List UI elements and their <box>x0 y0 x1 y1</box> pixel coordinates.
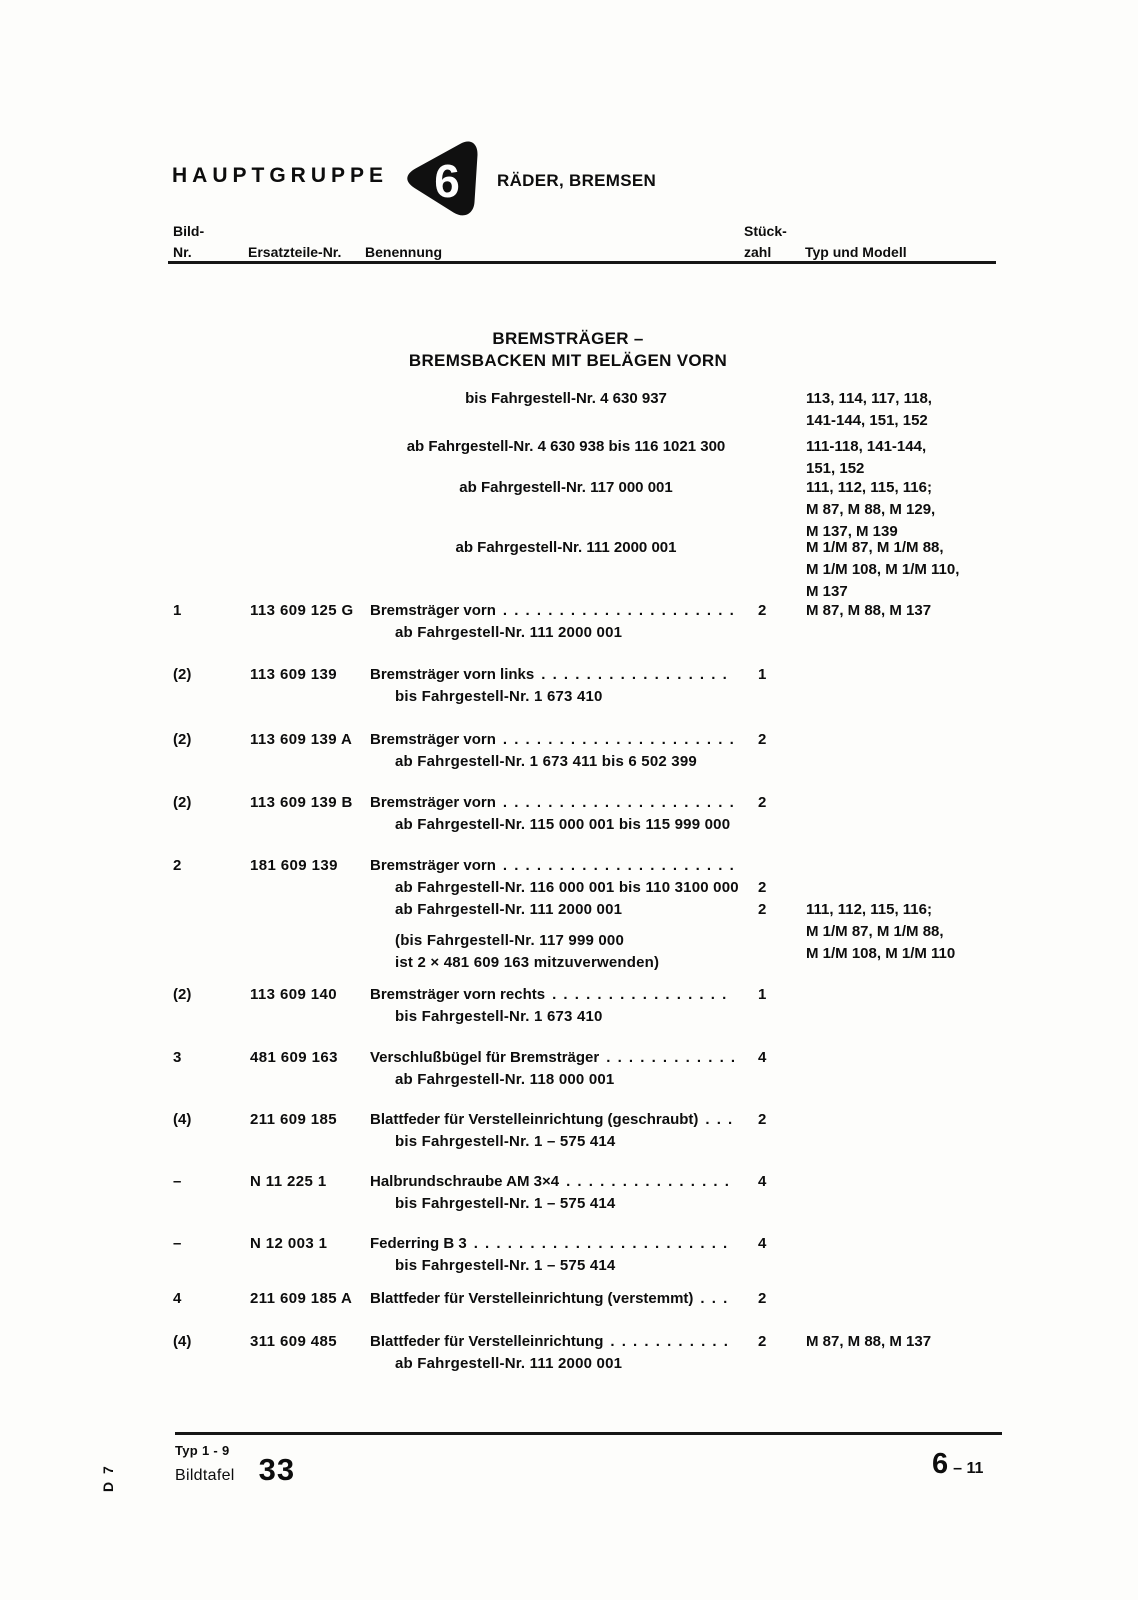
typ-modell-cell <box>806 388 1006 432</box>
quantity-cell: 2 <box>758 731 767 748</box>
table-subline <box>173 1193 1002 1215</box>
table-line <box>173 664 1002 686</box>
fahrgestell-range: ab Fahrgestell-Nr. 111 2000 001 <box>395 901 623 918</box>
dotted-leader <box>610 1331 734 1353</box>
benennung-cell <box>370 1006 758 1028</box>
typ-modell-cell <box>806 436 1006 480</box>
typ-modell-line: M 1/M 108, M 1/M 110, <box>806 561 960 578</box>
benennung-cell <box>370 984 758 1006</box>
page-number <box>932 1448 983 1481</box>
part-name: Verschlußbügel für Bremsträger <box>370 1049 600 1066</box>
benennung-cell <box>370 664 758 686</box>
table-row <box>173 1288 1002 1310</box>
benennung-cell <box>370 855 758 877</box>
benennung-cell <box>370 1193 758 1215</box>
table-row <box>173 600 1002 644</box>
bild-nr-cell: 3 <box>173 1049 182 1066</box>
dotted-leader <box>474 1233 734 1255</box>
table-subline <box>173 1255 1002 1277</box>
bild-nr-cell: (4) <box>173 1111 192 1128</box>
bild-nr-cell: (2) <box>173 794 192 811</box>
table-line <box>173 1047 1002 1069</box>
fahrgestell-range: bis Fahrgestell-Nr. 1 673 410 <box>395 1008 603 1025</box>
benennung-cell <box>370 1047 758 1069</box>
benennung-cell <box>370 729 758 751</box>
table-row <box>173 1171 1002 1215</box>
fahrgestell-range: ab Fahrgestell-Nr. 117 000 001 <box>459 479 673 496</box>
part-name: Bremsträger vorn <box>370 602 496 619</box>
typ-modell-line: 113, 114, 117, 118, <box>806 390 932 407</box>
part-name: Bremsträger vorn rechts <box>370 986 546 1003</box>
quantity-cell: 2 <box>758 794 767 811</box>
footer-typ-range: Typ 1 - 9 <box>175 1443 230 1458</box>
quantity-cell: 4 <box>758 1049 767 1066</box>
footer-divider <box>175 1432 1002 1435</box>
table-subline <box>173 877 1002 899</box>
part-number-cell: N 11 225 1 <box>250 1173 327 1190</box>
column-header-ersatzteile-nr: Ersatzteile-Nr. <box>248 244 342 260</box>
typ-modell-cell <box>806 1331 1006 1353</box>
part-name: Blattfeder für Verstelleinrichtung <box>370 1333 604 1350</box>
dotted-leader <box>503 729 734 751</box>
bild-nr-cell: (2) <box>173 731 192 748</box>
table-subline <box>173 1006 1002 1028</box>
quantity-cell: 2 <box>758 602 767 619</box>
dotted-leader <box>705 1109 734 1131</box>
typ-modell-cell <box>806 477 1006 543</box>
part-number-cell: N 12 003 1 <box>250 1235 328 1252</box>
part-name: Blattfeder für Verstelleinrichtung (geschraubt) <box>370 1111 699 1128</box>
typ-modell-line: M 87, M 88, M 137 <box>806 602 932 619</box>
bild-nr-cell: 2 <box>173 857 182 874</box>
quantity-cell: 1 <box>758 986 767 1003</box>
column-header-bild-line2: Nr. <box>173 244 192 260</box>
typ-modell-line: 141-144, 151, 152 <box>806 412 928 429</box>
quantity-cell: 4 <box>758 1235 767 1252</box>
benennung-cell <box>370 1109 758 1131</box>
typ-modell-line: 111, 112, 115, 116; <box>806 479 932 496</box>
table-subline <box>173 814 1002 836</box>
typ-modell-line: M 87, M 88, M 129, <box>806 501 936 518</box>
table-subline <box>173 622 1002 644</box>
typ-modell-line: 151, 152 <box>806 460 865 477</box>
typ-modell-line: M 1/M 87, M 1/M 88, <box>806 923 944 940</box>
group-number: 6 <box>434 155 460 207</box>
group-badge-shape <box>402 137 480 223</box>
bild-nr-cell: – <box>173 1235 182 1252</box>
benennung-cell <box>370 1353 758 1375</box>
benennung-cell <box>370 600 758 622</box>
benennung-cell <box>370 1331 758 1353</box>
part-number-cell: 211 609 185 A <box>250 1290 353 1307</box>
typ-modell-line: 111-118, 141-144, <box>806 438 927 455</box>
benennung-cell <box>370 1288 758 1310</box>
typ-modell-cell <box>806 899 1006 965</box>
fahrgestell-range: ab Fahrgestell-Nr. 111 2000 001 <box>395 624 623 641</box>
table-line <box>173 1288 1002 1310</box>
dotted-leader <box>503 792 734 814</box>
bild-nr-cell: 4 <box>173 1290 182 1307</box>
fahrgestell-range: ab Fahrgestell-Nr. 111 2000 001 <box>455 539 677 556</box>
benennung-cell <box>370 792 758 814</box>
table-row <box>173 1331 1002 1375</box>
dotted-leader <box>566 1171 734 1193</box>
quantity-cell: 2 <box>758 1111 767 1128</box>
page-number-sub: – 11 <box>953 1460 984 1477</box>
typ-modell-line: M 1/M 87, M 1/M 88, <box>806 539 944 556</box>
table-line <box>173 729 1002 751</box>
bildtafel-label: Bildtafel <box>175 1467 235 1484</box>
usage-note: (bis Fahrgestell-Nr. 117 999 000 <box>395 932 625 949</box>
dotted-leader <box>700 1288 734 1310</box>
fahrgestell-range: bis Fahrgestell-Nr. 1 – 575 414 <box>395 1133 616 1150</box>
table-row <box>173 1109 1002 1153</box>
part-number-cell: 181 609 139 <box>250 857 338 874</box>
table-subline <box>173 751 1002 773</box>
part-number-cell: 311 609 485 <box>250 1333 337 1350</box>
benennung-cell <box>370 1069 758 1091</box>
part-number-cell: 113 609 140 <box>250 986 337 1003</box>
quantity-cell: 2 <box>758 1333 767 1350</box>
column-header-typ-und-modell: Typ und Modell <box>805 244 907 260</box>
part-name: Bremsträger vorn <box>370 857 496 874</box>
column-header-bild-line1: Bild- <box>173 223 205 239</box>
benennung-cell <box>370 930 758 952</box>
fahrgestell-range: ab Fahrgestell-Nr. 115 000 001 bis 115 999 000 <box>395 816 731 833</box>
dotted-leader <box>503 855 734 877</box>
quantity-cell: 2 <box>758 879 767 896</box>
typ-modell-line: M 137 <box>806 583 848 600</box>
fahrgestell-range: ab Fahrgestell-Nr. 111 2000 001 <box>395 1355 623 1372</box>
part-number-cell: 113 609 139 B <box>250 794 353 811</box>
hauptgruppe-label: HAUPTGRUPPE <box>172 164 389 187</box>
table-subline <box>173 1353 1002 1375</box>
usage-note: ist 2 × 481 609 163 mitzuverwenden) <box>395 954 660 971</box>
typ-modell-line: M 1/M 108, M 1/M 110 <box>806 945 956 962</box>
typ-modell-cell <box>806 600 1006 622</box>
fahrgestell-range: ab Fahrgestell-Nr. 1 673 411 bis 6 502 399 <box>395 753 697 770</box>
table-line <box>173 1109 1002 1131</box>
benennung-cell <box>370 1255 758 1277</box>
benennung-cell <box>370 952 758 974</box>
benennung-cell <box>370 1131 758 1153</box>
table-row <box>173 984 1002 1028</box>
column-header-benennung: Benennung <box>365 244 442 260</box>
fahrgestell-range: ab Fahrgestell-Nr. 118 000 001 <box>395 1071 615 1088</box>
table-row <box>173 792 1002 836</box>
section-heading-line1: BREMSTRÄGER – <box>492 329 644 348</box>
section-heading-line2: BREMSBACKEN MIT BELÄGEN VORN <box>408 351 728 370</box>
table-subline <box>173 1131 1002 1153</box>
table-row <box>173 855 1002 974</box>
column-header-bild-nr <box>173 221 204 263</box>
benennung-cell <box>370 622 758 644</box>
bildtafel-number: 33 <box>258 1452 296 1487</box>
part-number-cell: 211 609 185 <box>250 1111 337 1128</box>
fahrgestell-range: bis Fahrgestell-Nr. 4 630 937 <box>465 390 667 407</box>
column-header-stueck-line2: zahl <box>744 244 772 260</box>
typ-modell-line: 111, 112, 115, 116; <box>806 901 932 918</box>
dotted-leader <box>552 984 734 1006</box>
benennung-cell <box>370 877 758 899</box>
table-subline <box>173 686 1002 708</box>
header-divider <box>168 261 996 264</box>
fahrgestell-range: bis Fahrgestell-Nr. 1 673 410 <box>395 688 603 705</box>
table-row <box>173 1047 1002 1091</box>
benennung-cell <box>370 1171 758 1193</box>
fahrgestell-range: ab Fahrgestell-Nr. 4 630 938 bis 116 1021 300 <box>406 438 726 455</box>
table-line <box>173 1233 1002 1255</box>
table-row <box>173 729 1002 773</box>
typ-modell-cell <box>806 537 1006 603</box>
table-row <box>173 1233 1002 1277</box>
group-number-badge <box>402 137 480 228</box>
section-heading <box>373 328 763 372</box>
table-line <box>173 1171 1002 1193</box>
benennung-cell <box>370 814 758 836</box>
quantity-cell: 4 <box>758 1173 767 1190</box>
part-number-cell: 481 609 163 <box>250 1049 338 1066</box>
bild-nr-cell: (2) <box>173 666 192 683</box>
typ-modell-line: M 137, M 139 <box>806 523 898 540</box>
quantity-cell: 1 <box>758 666 767 683</box>
dotted-leader <box>606 1047 734 1069</box>
column-header-stueck-line1: Stück- <box>744 223 787 239</box>
bild-nr-cell: (2) <box>173 986 192 1003</box>
bildtafel-reference <box>175 1452 295 1488</box>
margin-code: D 7 <box>100 1464 116 1492</box>
quantity-cell: 2 <box>758 901 767 918</box>
fahrgestell-range: ab Fahrgestell-Nr. 116 000 001 bis 110 3100 000 <box>395 879 739 896</box>
dotted-leader <box>503 600 734 622</box>
table-row <box>173 664 1002 708</box>
benennung-cell <box>370 751 758 773</box>
fahrgestell-range: bis Fahrgestell-Nr. 1 – 575 414 <box>395 1195 616 1212</box>
part-name: Halbrundschraube AM 3×4 <box>370 1173 560 1190</box>
part-number-cell: 113 609 125 G <box>250 602 354 619</box>
part-number-cell: 113 609 139 A <box>250 731 353 748</box>
table-line <box>173 855 1002 877</box>
fahrgestell-range: bis Fahrgestell-Nr. 1 – 575 414 <box>395 1257 616 1274</box>
part-name: Bremsträger vorn links <box>370 666 535 683</box>
typ-modell-line: M 87, M 88, M 137 <box>806 1333 932 1350</box>
part-name: Federring B 3 <box>370 1235 467 1252</box>
benennung-cell <box>370 1233 758 1255</box>
table-line <box>173 984 1002 1006</box>
bild-nr-cell: – <box>173 1173 182 1190</box>
benennung-cell <box>370 686 758 708</box>
quantity-cell: 2 <box>758 1290 767 1307</box>
table-subline <box>173 1069 1002 1091</box>
bild-nr-cell: 1 <box>173 602 182 619</box>
part-name: Blattfeder für Verstelleinrichtung (verstemmt) <box>370 1290 694 1307</box>
bild-nr-cell: (4) <box>173 1333 192 1350</box>
dotted-leader <box>541 664 734 686</box>
part-name: Bremsträger vorn <box>370 794 496 811</box>
column-header-stueckzahl <box>744 221 787 263</box>
table-line <box>173 792 1002 814</box>
benennung-cell <box>370 899 758 921</box>
part-number-cell: 113 609 139 <box>250 666 337 683</box>
part-name: Bremsträger vorn <box>370 731 496 748</box>
section-title: RÄDER, BREMSEN <box>497 171 657 190</box>
page-number-group: 6 <box>932 1448 949 1480</box>
